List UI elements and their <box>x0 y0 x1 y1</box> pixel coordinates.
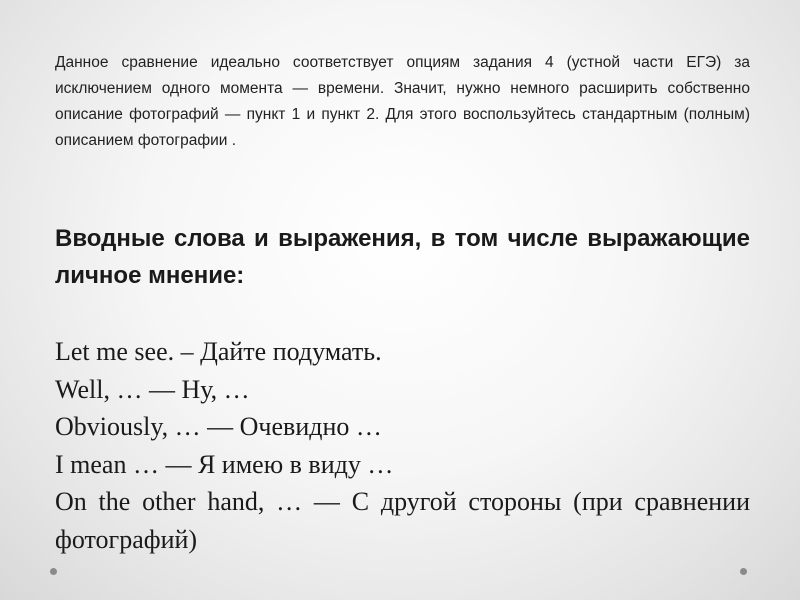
phrase-list <box>55 333 750 558</box>
phrase-item: Obviously, … — Очевидно … <box>55 412 382 441</box>
section-heading: Вводные слова и выражения, в том числе выражающие личное мнение: <box>55 225 750 289</box>
right-dot-icon <box>740 568 747 575</box>
phrase-item: Well, … — Ну, … <box>55 374 250 404</box>
phrase-item: I mean … — Я имею в виду … <box>55 449 394 479</box>
intro-paragraph: Данное сравнение идеально соответствует опциям задания 4 (устной части ЕГЭ) за исключением одного момента — времени. Значит, нужно немного расширить собственно описание фотографий — пункт 1 и пункт 2. Для этого воспользуйтесь стандартным (полным) описанием фотографии . <box>55 54 750 149</box>
phrase-item: On the other hand, … — С другой стороны (при сравнении фотографий) <box>55 487 750 554</box>
phrase-item: Let me see. – Дайте подумать. <box>55 337 382 366</box>
left-dot-icon <box>50 568 57 575</box>
